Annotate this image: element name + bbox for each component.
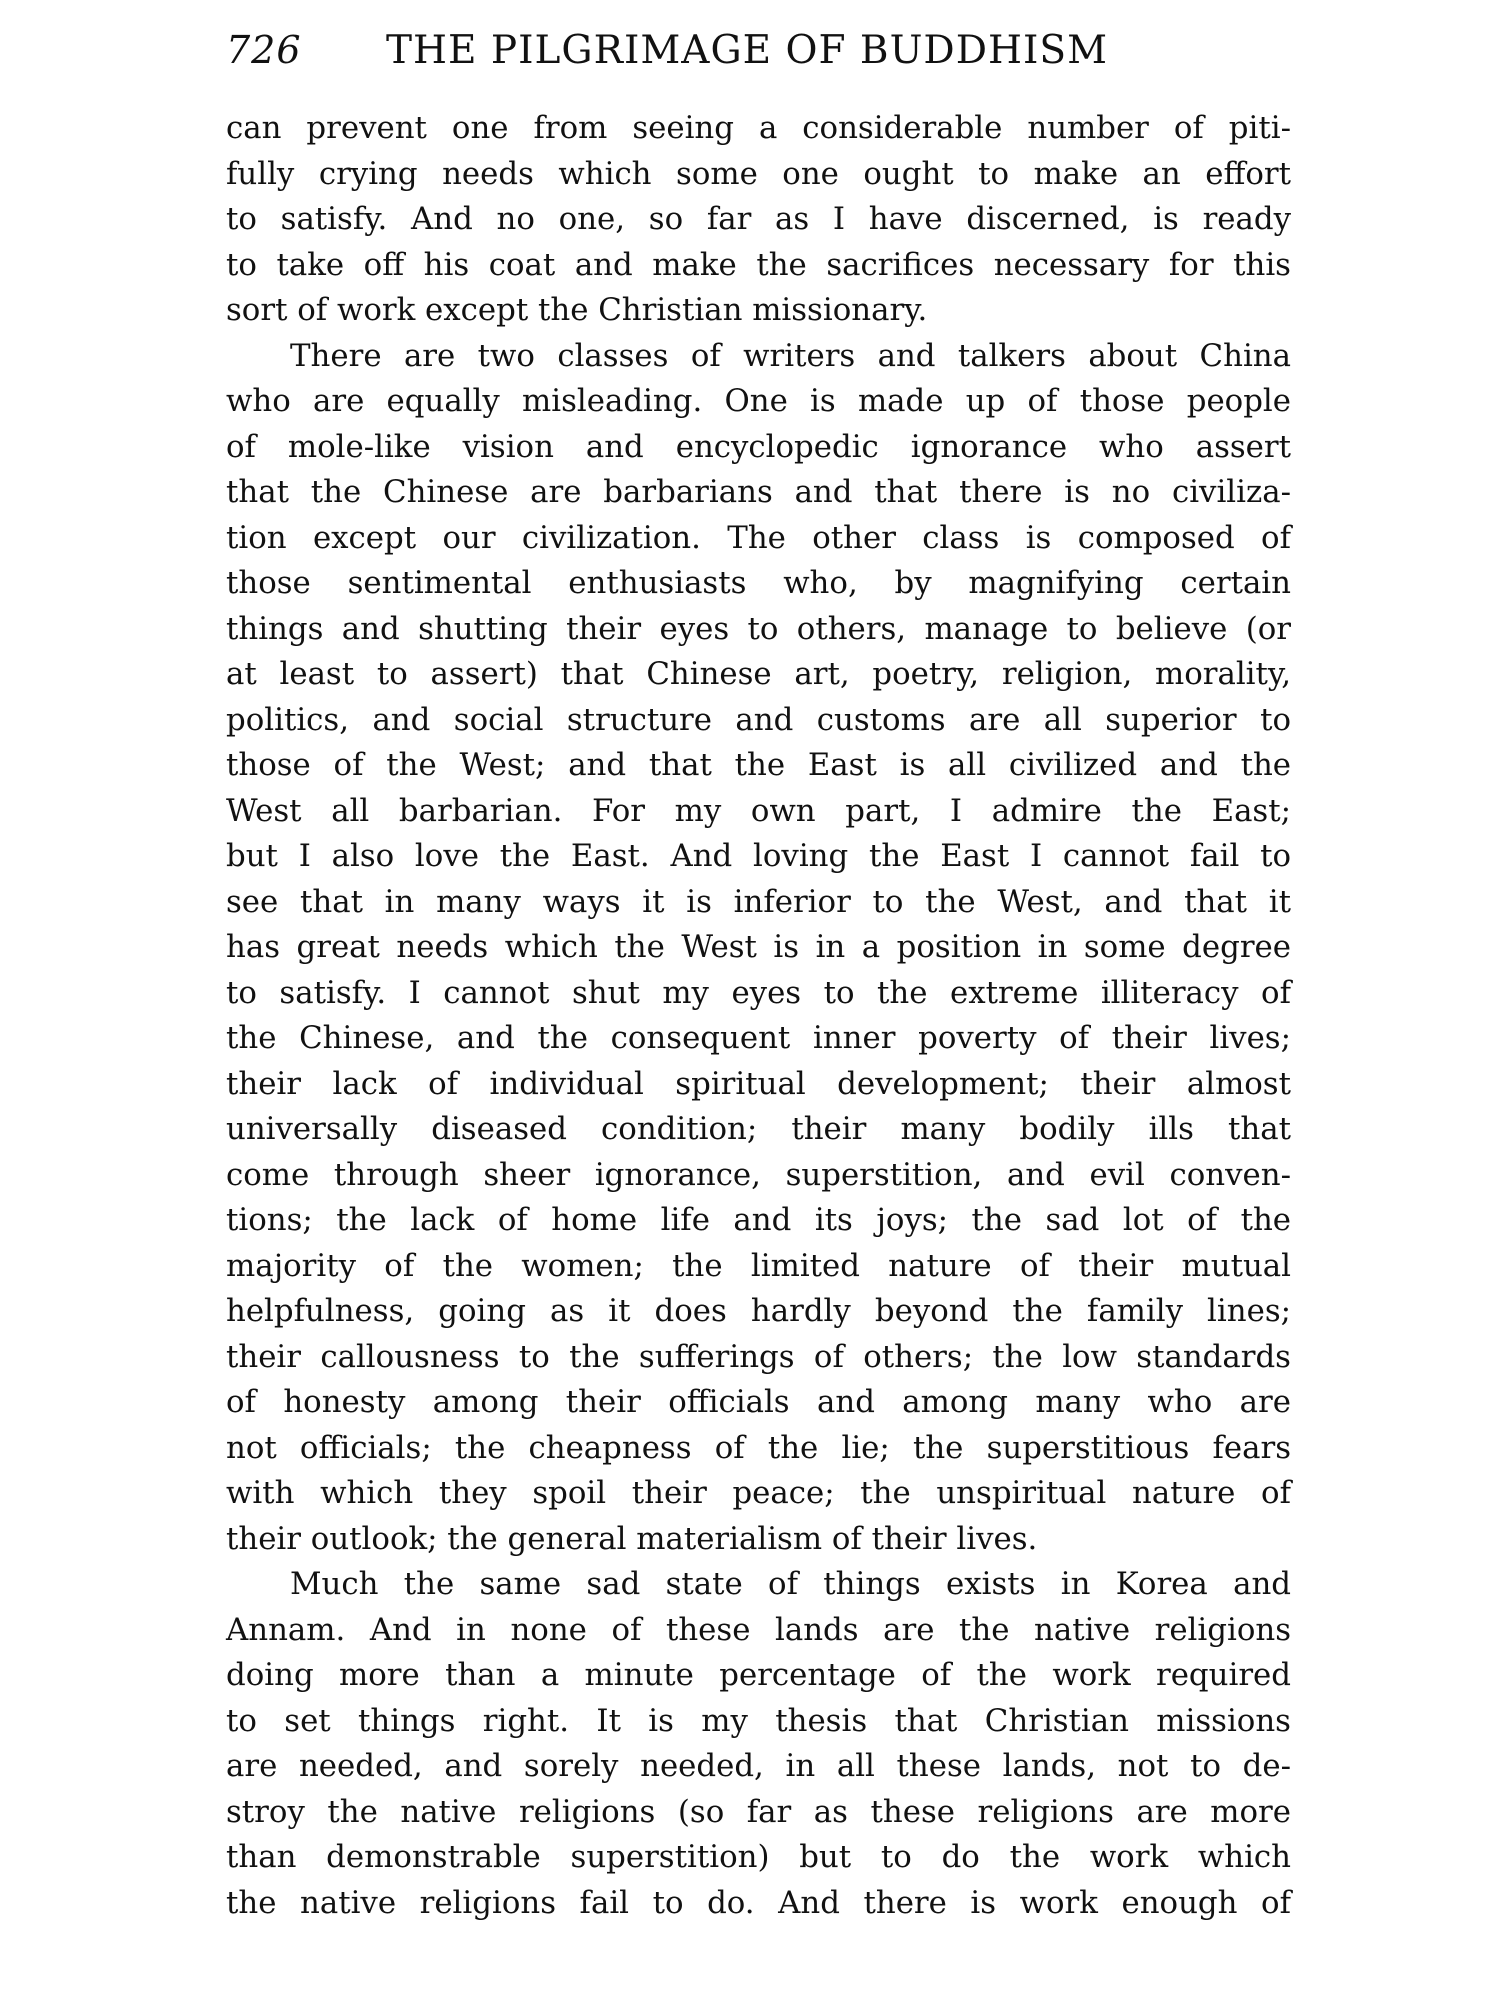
text-line: Much the same sad state of things exists in Korea and (290, 1566, 1291, 1602)
book-page (226, 28, 1291, 1926)
text-line: sort of work except the Christian missionary. (226, 292, 928, 328)
running-head (226, 28, 1291, 90)
text-line: to satisfy. I cannot shut my eyes to the extreme illiteracy of (226, 974, 1291, 1011)
text-line: those of the West; and that the East is all civilized and the (226, 747, 1291, 783)
text-line: universally diseased condition; their many bodily ills that (226, 1111, 1291, 1147)
text-line: come through sheer ignorance, superstition, and evil conven- (226, 1156, 1291, 1193)
page-number: 726 (226, 28, 302, 72)
text-line: majority of the women; the limited nature of their mutual (226, 1247, 1291, 1284)
text-line: to set things right. It is my thesis that Christian missions (226, 1702, 1291, 1739)
text-line: at least to assert) that Chinese art, poetry, religion, morality, (226, 656, 1291, 692)
body-text (226, 106, 1291, 1926)
text-line: helpfulness, going as it does hardly beyond the family lines; (226, 1293, 1291, 1329)
text-line: can prevent one from seeing a considerable number of piti- (226, 110, 1291, 146)
text-line: their lack of individual spiritual development; their almost (226, 1065, 1291, 1102)
text-line: tions; the lack of home life and its joys; the sad lot of the (226, 1202, 1291, 1238)
text-line: the Chinese, and the consequent inner poverty of their lives; (226, 1020, 1291, 1056)
text-line: who are equally misleading. One is made up of those people (226, 383, 1291, 419)
text-line: see that in many ways it is inferior to the West, and that it (226, 883, 1291, 920)
text-line: that the Chinese are barbarians and that there is no civiliza- (226, 474, 1291, 510)
paragraph (226, 1562, 1291, 1926)
text-line: West all barbarian. For my own part, I admire the East; (226, 792, 1291, 829)
text-line: doing more than a minute percentage of the work required (226, 1657, 1291, 1693)
text-line: with which they spoil their peace; the unspiritual nature of (226, 1475, 1291, 1511)
text-line: fully crying needs which some one ought to make an effort (226, 155, 1291, 192)
text-line: the native religions fail to do. And there is work enough of (226, 1884, 1291, 1921)
text-line: of mole-like vision and encyclopedic ignorance who assert (226, 428, 1291, 465)
text-line: of honesty among their officials and among many who are (226, 1384, 1291, 1420)
paragraph (226, 334, 1291, 1563)
paragraph (226, 106, 1291, 334)
text-line: but I also love the East. And loving the East I cannot fail to (226, 838, 1291, 874)
text-line: There are two classes of writers and talkers about China (290, 337, 1291, 374)
text-line: not officials; the cheapness of the lie; the superstitious fears (226, 1429, 1291, 1466)
text-line: those sentimental enthusiasts who, by magnifying certain (226, 565, 1291, 601)
text-line: stroy the native religions (so far as these religions are more (226, 1793, 1291, 1830)
text-line: to take off his coat and make the sacrifices necessary for this (226, 246, 1291, 283)
text-line: tion except our civilization. The other class is composed of (226, 519, 1291, 556)
running-title: THE PILGRIMAGE OF BUDDHISM (386, 28, 1109, 73)
text-line: their callousness to the sufferings of others; the low standards (226, 1338, 1291, 1375)
text-line: their outlook; the general materialism of their lives. (226, 1520, 1038, 1557)
text-line: has great needs which the West is in a position in some degree (226, 929, 1291, 965)
text-line: to satisfy. And no one, so far as I have discerned, is ready (226, 201, 1291, 237)
text-line: Annam. And in none of these lands are the native religions (226, 1611, 1291, 1648)
text-line: are needed, and sorely needed, in all these lands, not to de- (226, 1748, 1291, 1784)
text-line: politics, and social structure and customs are all superior to (226, 701, 1291, 738)
text-line: than demonstrable superstition) but to do the work which (226, 1839, 1291, 1875)
text-line: things and shutting their eyes to others, manage to believe (or (226, 610, 1291, 647)
